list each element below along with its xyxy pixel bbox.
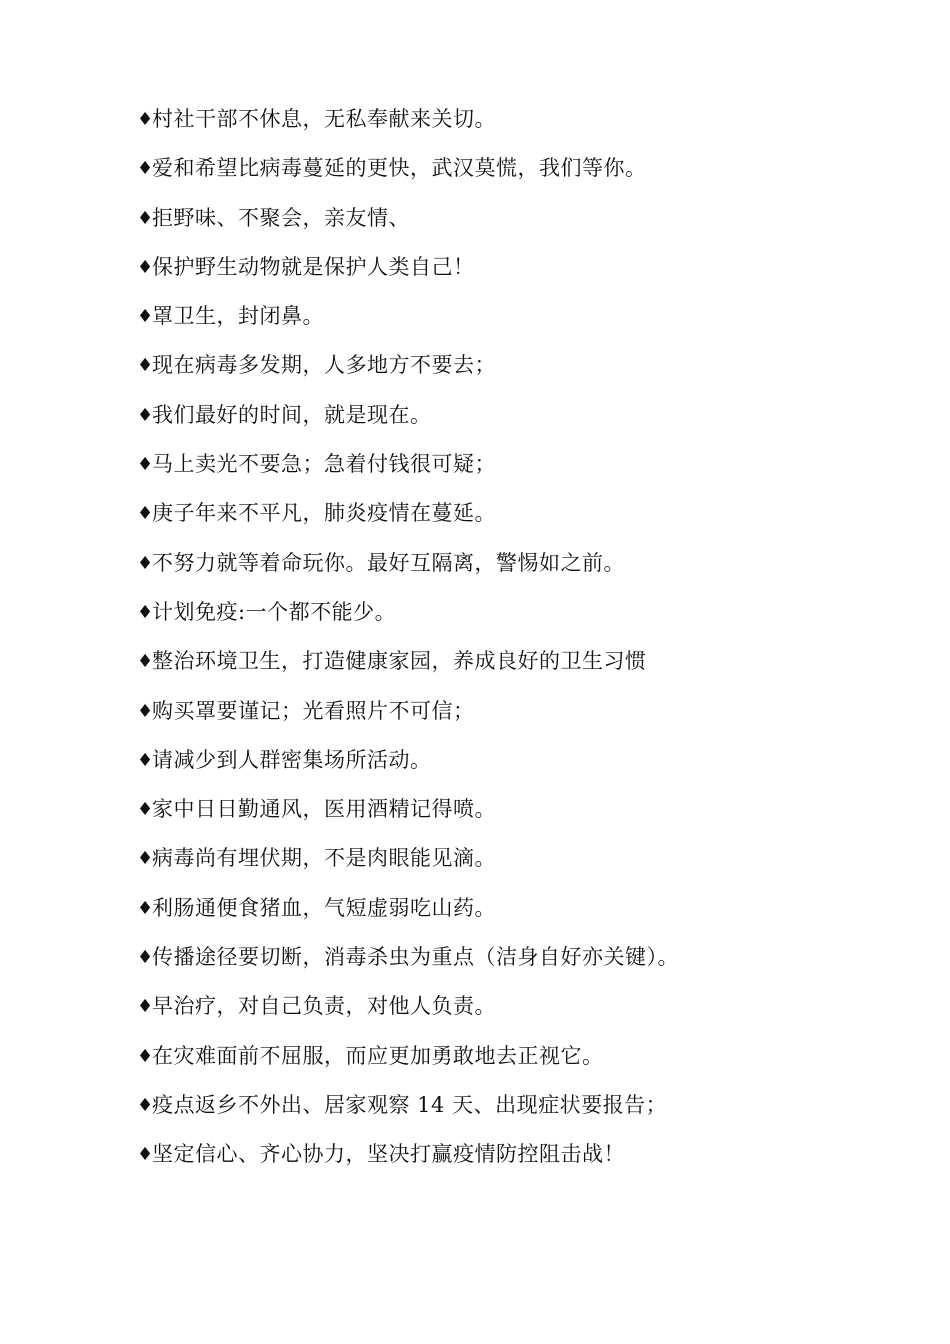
- slogan-text: 爱和希望比病毒蔓延的更快，武汉莫慌，我们等你。: [152, 156, 647, 181]
- list-item: [137, 347, 679, 396]
- slogan-text: 不努力就等着命玩你。最好互隔离，警惕如之前。: [152, 550, 625, 575]
- slogan-text: 计划免疫:一个都不能少。: [152, 599, 397, 624]
- slogan-text: 家中日日勤通风，医用酒精记得喷。: [152, 797, 496, 822]
- slogan-text: 病毒尚有埋伏期，不是肉眼能见滴。: [152, 846, 496, 871]
- list-item: [137, 594, 679, 643]
- diamond-bullet-icon: ♦: [137, 552, 154, 574]
- diamond-bullet-icon: ♦: [137, 848, 154, 870]
- list-item: [137, 742, 679, 791]
- diamond-bullet-icon: ♦: [137, 503, 154, 525]
- diamond-bullet-icon: ♦: [137, 897, 154, 919]
- list-item: [137, 693, 679, 742]
- slogan-text: 拒野味、不聚会，亲友情、: [152, 205, 410, 230]
- diamond-bullet-icon: ♦: [137, 700, 154, 722]
- list-item: [137, 298, 679, 347]
- slogan-text: 早治疗，对自己负责，对他人负责。: [152, 994, 496, 1019]
- diamond-bullet-icon: ♦: [137, 404, 154, 426]
- diamond-bullet-icon: ♦: [137, 799, 154, 821]
- list-item: [137, 397, 679, 446]
- slogan-text: 马上卖光不要急；急着付钱很可疑；: [152, 452, 496, 477]
- slogan-text: 现在病毒多发期，人多地方不要去；: [152, 353, 496, 378]
- slogan-text: 罩卫生，封闭鼻。: [152, 304, 324, 329]
- diamond-bullet-icon: ♦: [137, 996, 154, 1018]
- diamond-bullet-icon: ♦: [137, 947, 154, 969]
- diamond-bullet-icon: ♦: [137, 601, 154, 623]
- diamond-bullet-icon: ♦: [137, 1094, 154, 1116]
- list-item: [137, 446, 679, 495]
- slogan-text: 坚定信心、齐心协力，坚决打赢疫情防控阻击战！: [152, 1142, 625, 1167]
- list-item: [137, 101, 679, 150]
- diamond-bullet-icon: ♦: [137, 207, 154, 229]
- diamond-bullet-icon: ♦: [137, 158, 154, 180]
- diamond-bullet-icon: ♦: [137, 749, 154, 771]
- diamond-bullet-icon: ♦: [137, 355, 154, 377]
- list-item: [137, 939, 679, 988]
- slogan-text: 传播途径要切断，消毒杀虫为重点（洁身自好亦关键）。: [152, 945, 679, 970]
- list-item: [137, 495, 679, 544]
- diamond-bullet-icon: ♦: [137, 454, 154, 476]
- slogan-text: 疫点返乡不外出、居家观察 14 天、出现症状要报告；: [152, 1092, 668, 1117]
- diamond-bullet-icon: ♦: [137, 1144, 154, 1166]
- slogan-text: 在灾难面前不屈服，而应更加勇敢地去正视它。: [152, 1043, 604, 1068]
- slogan-text: 我们最好的时间，就是现在。: [152, 402, 432, 427]
- diamond-bullet-icon: ♦: [137, 109, 154, 130]
- diamond-bullet-icon: ♦: [137, 651, 154, 673]
- diamond-bullet-icon: ♦: [137, 306, 154, 328]
- list-item: [137, 249, 679, 298]
- diamond-bullet-icon: ♦: [137, 256, 154, 278]
- list-item: [137, 890, 679, 939]
- list-item: [137, 1136, 679, 1185]
- slogan-text: 整治环境卫生，打造健康家园，养成良好的卫生习惯: [152, 649, 647, 674]
- list-item: [137, 988, 679, 1037]
- list-item: [137, 150, 679, 199]
- list-item: [137, 200, 679, 249]
- slogan-text: 保护野生动物就是保护人类自己！: [152, 254, 475, 279]
- list-item: [137, 1038, 679, 1087]
- diamond-bullet-icon: ♦: [137, 1045, 154, 1067]
- slogan-text: 村社干部不休息，无私奉献来关切。: [152, 107, 496, 131]
- list-item: [137, 643, 679, 692]
- list-item: [137, 1087, 679, 1136]
- slogan-text: 购买罩要谨记；光看照片不可信；: [152, 698, 475, 723]
- list-item: [137, 791, 679, 840]
- list-item: [137, 840, 679, 889]
- slogan-list: [137, 101, 679, 1186]
- slogan-text: 庚子年来不平凡，肺炎疫情在蔓延。: [152, 501, 496, 526]
- list-item: [137, 545, 679, 594]
- slogan-text: 利肠通便食猪血，气短虚弱吃山药。: [152, 895, 496, 920]
- slogan-text: 请减少到人群密集场所活动。: [152, 747, 432, 772]
